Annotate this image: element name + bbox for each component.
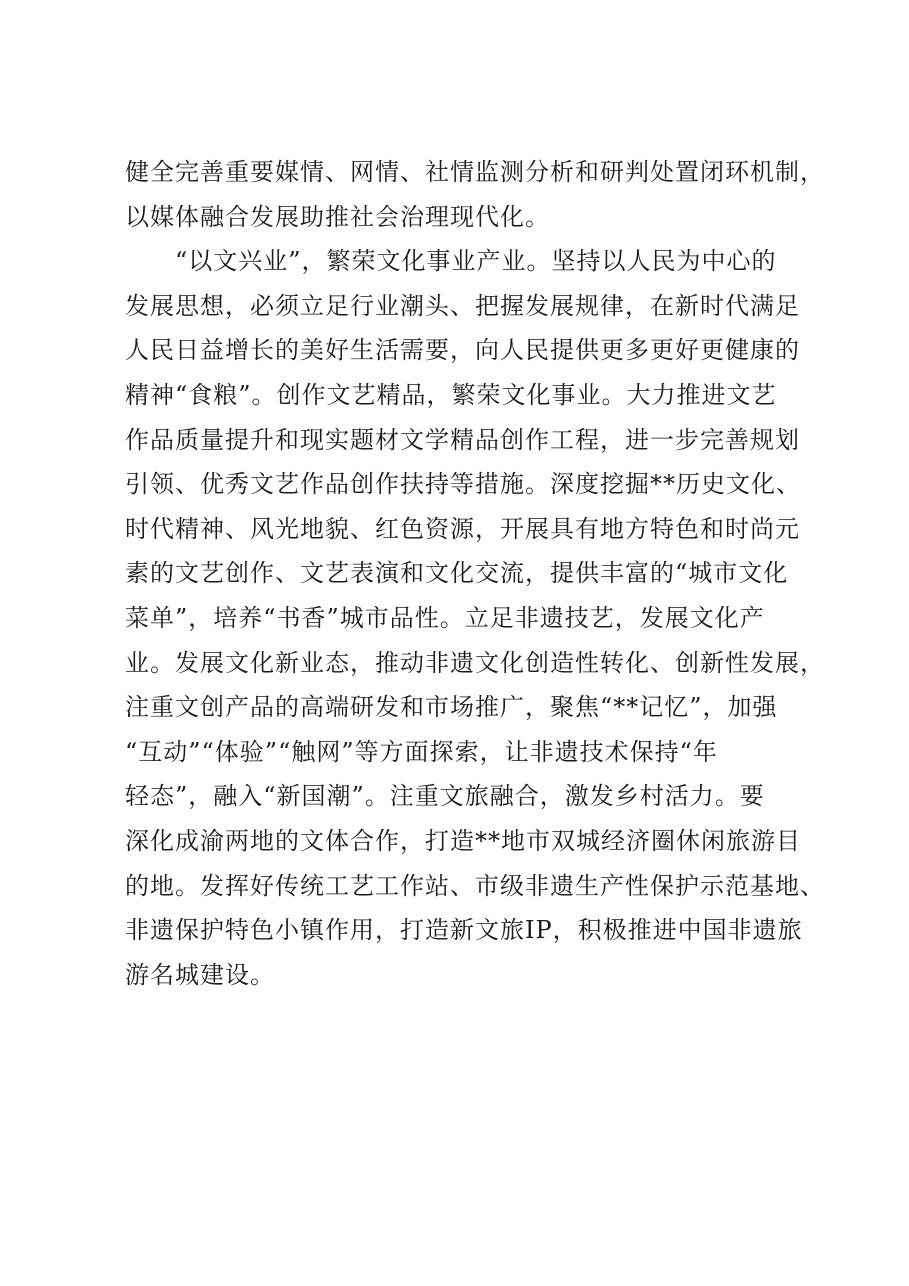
text-line: 深化成渝两地的文体合作，打造**地市双城经济圈休闲旅游目 — [125, 826, 801, 855]
document-body — [125, 150, 825, 997]
text-line: 时代精神、风光地貌、红色资源，开展具有地方特色和时尚元 — [125, 514, 800, 543]
paragraph-2 — [125, 239, 825, 997]
text-line: 菜单”，培养“书香”城市品性。立足非遗技艺，发展文化产 — [125, 603, 765, 632]
text-line: 的地。发挥好传统工艺工作站、市级非遗生产性保护示范基地、 — [125, 871, 825, 900]
text-line: 轻态”，融入“新国潮”。注重文旅融合，激发乡村活力。要 — [125, 782, 765, 811]
text-line: 素的文艺创作、文艺表演和文化交流，提供丰富的“城市文化 — [125, 559, 789, 588]
text-line: 注重文创产品的高端研发和市场推广，聚焦“**记忆”，加强 — [125, 693, 778, 722]
text-line: 作品质量提升和现实题材文学精品创作工程，进一步完善规划 — [125, 425, 800, 454]
text-line: 业。发展文化新业态，推动非遗文化创造性转化、创新性发展， — [125, 648, 825, 677]
text-line: 以媒体融合发展助推社会治理现代化。 — [125, 202, 550, 231]
paragraph-1 — [125, 150, 825, 239]
text-line: “互动”“体验”“触网”等方面探索，让非遗技术保持“年 — [125, 737, 718, 766]
text-line: 人民日益增长的美好生活需要，向人民提供更多更好更健康的 — [125, 336, 800, 365]
text-line: 游名城建设。 — [125, 960, 275, 989]
text-line: 发展思想，必须立足行业潮头、把握发展规律，在新时代满足 — [125, 291, 800, 320]
text-line: “以文兴业”，繁荣文化事业产业。坚持以人民为中心的 — [175, 247, 777, 276]
text-line: 精神“食粮”。创作文艺精品，繁荣文化事业。大力推进文艺 — [125, 380, 777, 409]
text-line: 健全完善重要媒情、网情、社情监测分析和研判处置闭环机制， — [125, 158, 825, 186]
text-line: 非遗保护特色小镇作用，打造新文旅IP，积极推进中国非遗旅 — [125, 916, 803, 945]
text-line: 引领、优秀文艺作品创作扶持等措施。深度挖掘**历史文化、 — [125, 470, 801, 499]
